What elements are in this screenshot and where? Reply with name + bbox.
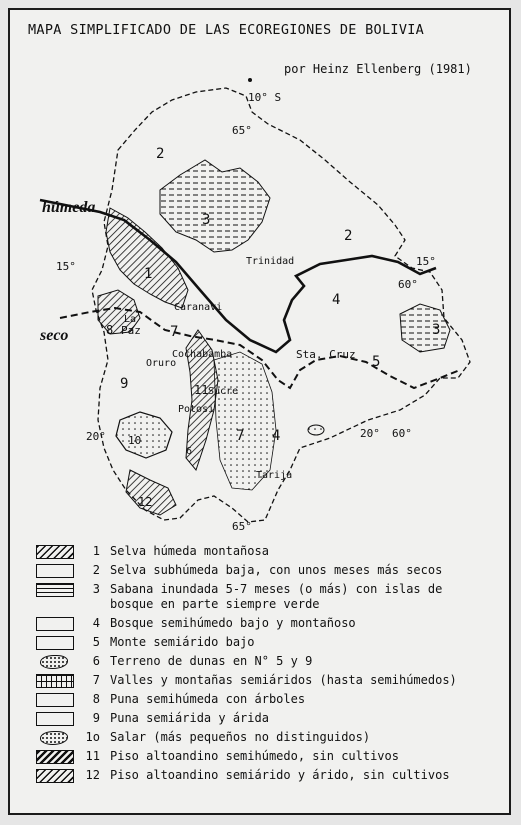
legend [36, 544, 506, 787]
map-title: MAPA SIMPLIFICADO DE LAS ECOREGIONES DE BOLIVIA [28, 22, 425, 38]
legend-text: Selva húmeda montañosa [110, 544, 269, 558]
city-tarija: Tarija [256, 470, 293, 481]
city-la: La [124, 314, 137, 325]
legend-text: Puna semiárida y árida [110, 711, 269, 725]
legend-swatch-blank [36, 564, 74, 578]
legend-swatch-dash [36, 583, 74, 597]
legend-row [36, 544, 506, 559]
legend-number: 6 [92, 654, 100, 668]
region-label-12: 12 [138, 495, 153, 509]
region-6-dunes [308, 425, 324, 435]
legend-swatch-blank [36, 693, 74, 707]
legend-swatch-hatch2 [36, 750, 74, 764]
legend-row [36, 635, 506, 650]
lat-15-left-label: 15° [56, 260, 76, 273]
region-3-east-area [400, 304, 450, 352]
legend-text: Valles y montañas semiáridos (hasta semihúmedos) [110, 673, 457, 687]
legend-text: Piso altoandino semihúmedo, sin cultivos [110, 749, 399, 763]
legend-row [36, 582, 506, 612]
region-label-7a: 7 [170, 324, 179, 340]
region-label-3b: 3 [432, 322, 441, 338]
legend-number: 9 [92, 711, 100, 725]
legend-row [36, 563, 506, 578]
region-label-4a: 4 [332, 292, 341, 308]
legend-swatch-blank [36, 712, 74, 726]
legend-swatch-hatch [36, 769, 74, 783]
city-cochabamba: Cochabamba [172, 349, 233, 360]
region-3-area [160, 160, 270, 252]
label-humeda: húmeda [42, 199, 96, 216]
lat-15-right-label: 15° [416, 255, 436, 268]
legend-row [36, 616, 506, 631]
legend-text: Monte semiárido bajo [110, 635, 255, 649]
label-seco: seco [40, 327, 69, 344]
legend-number: 4 [92, 616, 100, 630]
legend-swatch-blank [36, 636, 74, 650]
lat-20-left-label: 20° [86, 430, 106, 443]
city-oruro: Oruro [146, 358, 177, 369]
legend-row [36, 711, 506, 726]
legend-number: 1o [85, 730, 100, 744]
legend-text: Puna semihúmeda con árboles [110, 692, 306, 706]
city-potosi: Potosi [178, 404, 215, 415]
legend-text: Terreno de dunas en N° 5 y 9 [110, 654, 313, 668]
legend-row [36, 673, 506, 688]
legend-number: 12 [85, 768, 100, 782]
region-label-9: 9 [120, 376, 129, 392]
legend-swatch-blank [36, 617, 74, 631]
city-sucre: Sucre [208, 386, 239, 397]
city-trinidad: Trinidad [246, 256, 295, 267]
region-10-salar [116, 412, 172, 458]
legend-number: 11 [85, 749, 100, 763]
legend-swatch-blob [36, 655, 74, 669]
city-sta-cruz: Sta. Cruz [296, 348, 356, 361]
city-paz: Paz [121, 324, 141, 337]
legend-text: Piso altoandino semiárido y árido, sin cultivos [110, 768, 450, 782]
region-label-1: 1 [144, 266, 153, 282]
legend-row [36, 749, 506, 764]
legend-text: Selva subhúmeda baja, con unos meses más secos [110, 563, 443, 577]
region-label-8: 8 [106, 323, 114, 337]
legend-row [36, 692, 506, 707]
region-label-2a: 2 [156, 146, 165, 162]
legend-number: 8 [92, 692, 100, 706]
lon-60-bottom-label: 60° [392, 427, 412, 440]
legend-row [36, 654, 506, 669]
city-caranavi: Caranavi [174, 302, 223, 313]
region-label-7b: 7 [236, 428, 245, 444]
region-label-10: 10 [128, 434, 142, 447]
lon-65-bottom-label: 65° [232, 520, 252, 533]
region-label-11: 11 [194, 383, 209, 397]
legend-number: 2 [92, 563, 100, 577]
legend-text: Bosque semihúmedo bajo y montañoso [110, 616, 356, 630]
legend-swatch-hatch [36, 545, 74, 559]
region-label-3a: 3 [202, 212, 211, 228]
legend-text: Salar (más pequeños no distinguidos) [110, 730, 371, 744]
lon-65-top-label: 65° [232, 124, 252, 137]
legend-number: 5 [92, 635, 100, 649]
legend-number: 1 [92, 544, 100, 558]
lat-20-mid-label: 20° [360, 427, 380, 440]
lat-10-label: 10° S [248, 91, 282, 104]
map-author: por Heinz Ellenberg (1981) [284, 62, 472, 76]
legend-text: Sabana inundada 5-7 meses (o más) con islas de bosque en parte siempre verde [110, 582, 443, 611]
legend-swatch-blob [36, 731, 74, 745]
legend-number: 7 [92, 673, 100, 687]
legend-number: 3 [92, 582, 100, 596]
legend-swatch-valley [36, 674, 74, 688]
legend-row [36, 768, 506, 783]
lon-60-right-label: 60° [398, 278, 418, 291]
region-label-4b: 4 [272, 428, 281, 444]
region-label-2b: 2 [344, 228, 353, 244]
legend-row [36, 730, 506, 745]
region-label-5: 5 [372, 354, 381, 370]
region-label-6: 6 [186, 446, 193, 457]
